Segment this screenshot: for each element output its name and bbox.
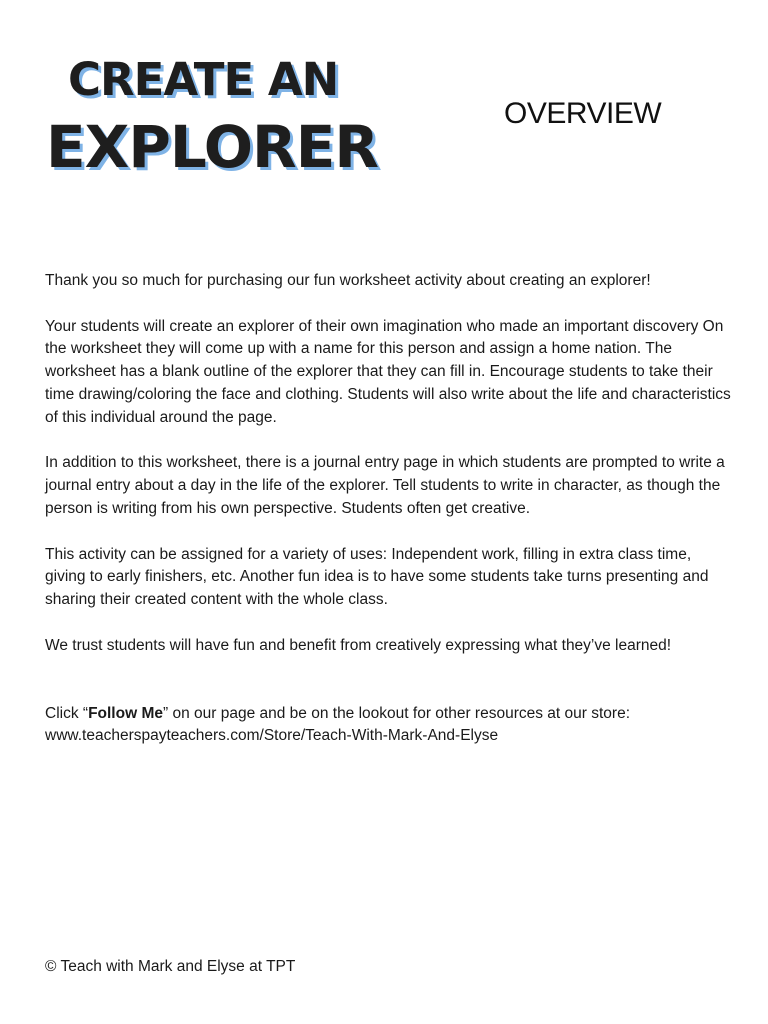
paragraph-thanks: Thank you so much for purchasing our fun worksheet activity about creating an explorer! bbox=[45, 272, 651, 289]
title-line-explorer: EXPLORER bbox=[46, 113, 378, 181]
title-line-create-an: CREATE AN bbox=[68, 53, 339, 106]
store-url: www.teacherspayteachers.com/Store/Teach-With-Mark-And-Elyse bbox=[45, 727, 499, 745]
follow-prefix: Click “ bbox=[45, 704, 89, 722]
follow-suffix: ” on our page and be on the lookout for other resources at our store: bbox=[162, 704, 630, 722]
title-logo bbox=[46, 55, 396, 181]
paragraph-description: Your students will create an explorer of their own imagination who made an important discovery On the worksheet they will come up with a name for this person and assign a home nation. The worksheet has a blank outline of the explorer that they can fill in. Encourage students to take their time drawing/coloring the face and clothing. Students will also write about the life and characteristics of this individual around the page. bbox=[45, 317, 731, 426]
overview-body bbox=[45, 270, 735, 771]
paragraph-uses: This activity can be assigned for a variety of uses: Independent work, filling in extra class time, giving to early finishers, etc. Another fun idea is to have some students take turns presenting and sharing their created content with the whole class. bbox=[45, 545, 709, 609]
paragraph-journal: In addition to this worksheet, there is a journal entry page in which students are prompted to write a journal entry about a day in the life of the explorer. Tell students to write in character, as though the person is writing from his own perspective. Students often get creative. bbox=[45, 454, 725, 517]
section-heading-overview: OVERVIEW bbox=[504, 97, 662, 130]
paragraph-trust: We trust students will have fun and benefit from creatively expressing what they’ve learned! bbox=[45, 636, 672, 654]
follow-me-text: Follow Me bbox=[88, 704, 163, 722]
copyright-footer: © Teach with Mark and Elyse at TPT bbox=[45, 958, 296, 975]
follow-paragraph bbox=[45, 703, 735, 749]
